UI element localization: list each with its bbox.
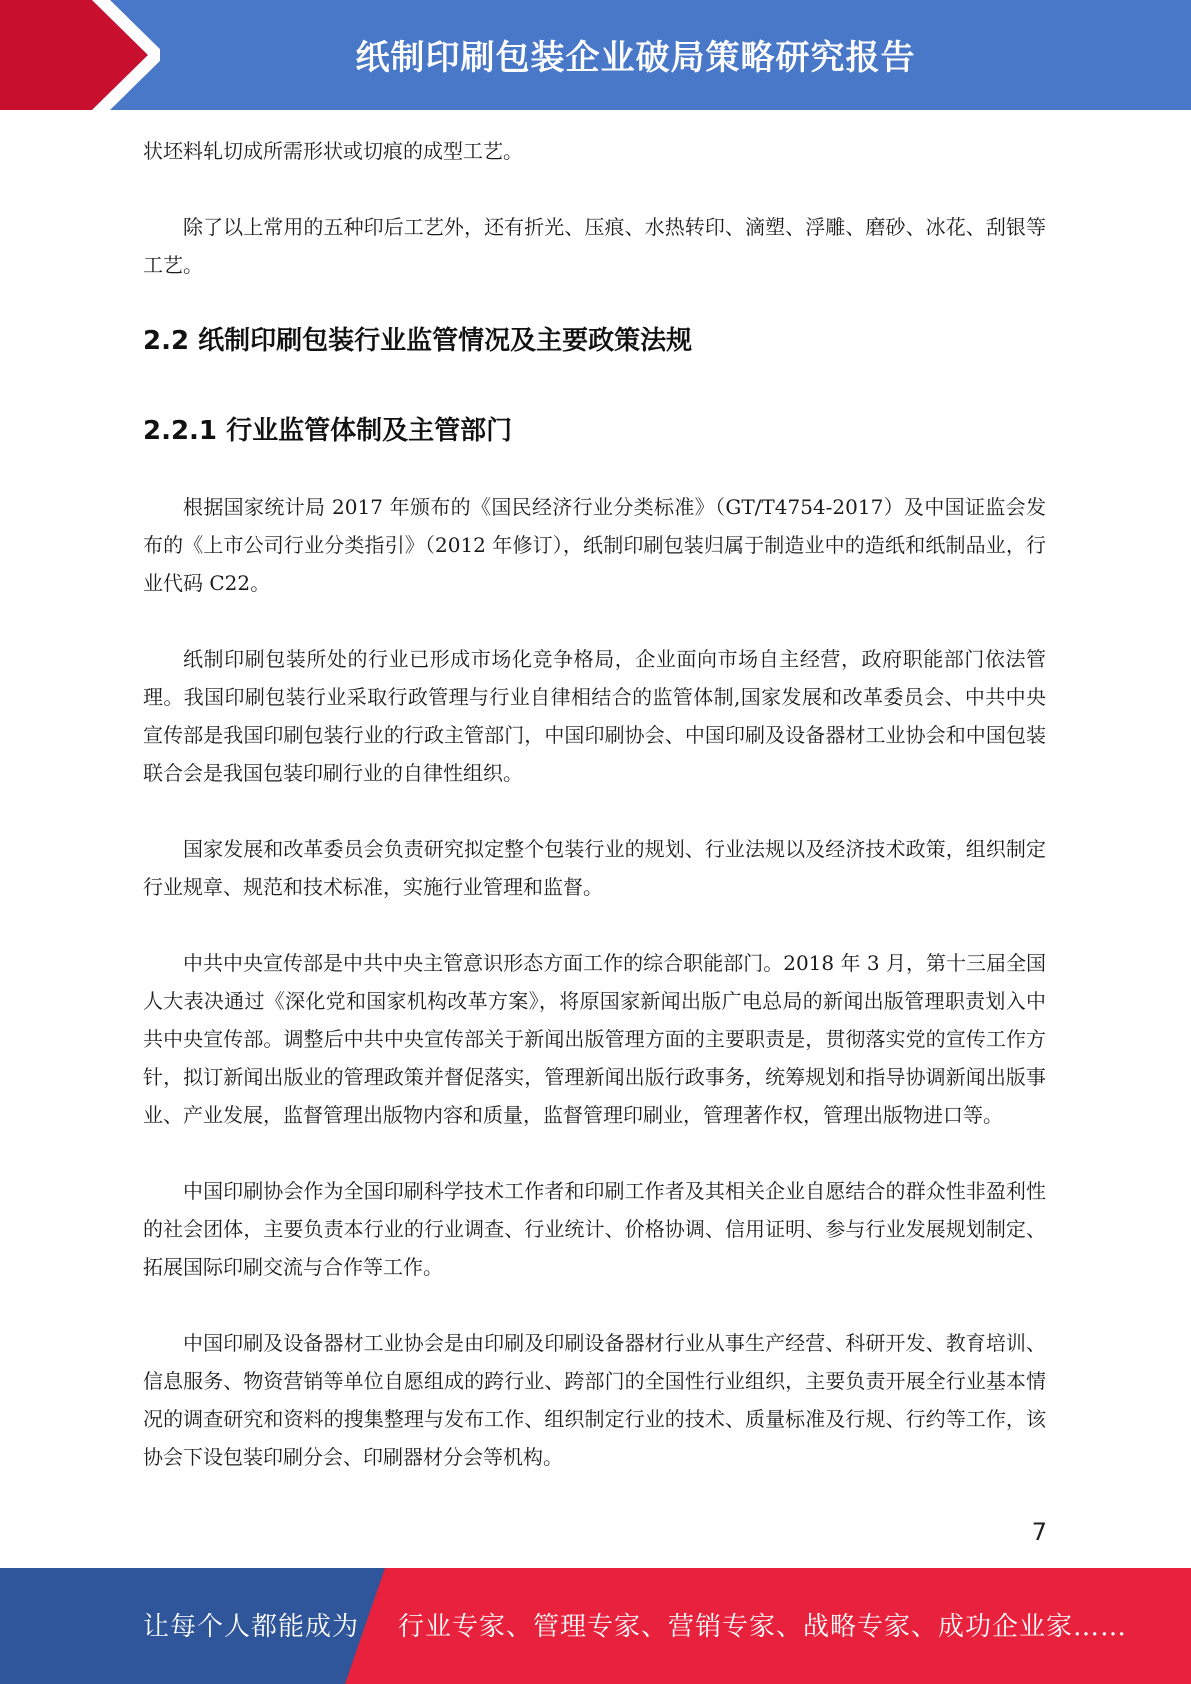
section-heading-2-2: 2.2 纸制印刷包装行业监管情况及主要政策法规: [143, 326, 693, 356]
paragraph-other-processes: 除了以上常用的五种印后工艺外，还有折光、压痕、水热转印、滴塑、浮雕、磨砂、冰花、刮银等工艺。: [143, 215, 1046, 277]
page-header: [0, 0, 1191, 110]
paragraph-propaganda-dept: 中共中央宣传部是中共中央主管意识形态方面工作的综合职能部门。2018 年 3 月，第十三届全国人大表决通过《深化党和国家机构改革方案》，将原国家新闻出版广电总局的新闻出版管理职责划入中共中央宣传部。调整后中共中央宣传部关于新闻出版管理方面的主要职责是，贯彻落实党的宣传工作方针，拟订新闻出版业的管理政策并督促落实，管理新闻出版行政事务，统筹规划和指导协调新闻出版事业、产业发展，监督管理出版物内容和质量，监督管理印刷业，管理著作权，管理出版物进口等。: [143, 951, 1046, 1127]
paragraph-equipment-association: 中国印刷及设备器材工业协会是由印刷及印刷设备器材行业从事生产经营、科研开发、教育培训、信息服务、物资营销等单位自愿组成的跨行业、跨部门的全国性行业组织，主要负责开展全行业基本情况的调查研究和资料的搜集整理与发布工作、组织制定行业的技术、质量标准及行规、行约等工作，该协会下设包装印刷分会、印刷器材分会等机构。: [143, 1331, 1046, 1469]
section-heading-2-2-1: 2.2.1 行业监管体制及主管部门: [143, 416, 513, 446]
paragraph-regulatory-system: 纸制印刷包装所处的行业已形成市场化竞争格局，企业面向市场自主经营，政府职能部门依法管理。我国印刷包装行业采取行政管理与行业自律相结合的监管体制,国家发展和改革委员会、中共中央宣传部是我国印刷包装行业的行政主管部门，中国印刷协会、中国印刷及设备器材工业协会和中国包装联合会是我国包装印刷行业的自律性组织。: [143, 647, 1046, 785]
paragraph-classification: 根据国家统计局 2017 年颁布的《国民经济行业分类标准》（GT/T4754-2017）及中国证监会发布的《上市公司行业分类指引》（2012 年修订），纸制印刷包装归属于制造业中的造纸和纸制品业，行业代码 C22。: [143, 495, 1046, 595]
footer-slogan-right: 行业专家、管理专家、营销专家、战略专家、成功企业家……: [398, 1612, 1128, 1642]
page-footer: [0, 1568, 1191, 1684]
page-number: 7: [1031, 1518, 1047, 1546]
document-body: [143, 132, 1046, 1476]
footer-slogan-left: 让每个人都能成为: [143, 1612, 360, 1642]
paragraph-continuation: 状坯料轧切成所需形状或切痕的成型工艺。: [143, 139, 523, 163]
paragraph-printing-association: 中国印刷协会作为全国印刷科学技术工作者和印刷工作者及其相关企业自愿结合的群众性非盈利性的社会团体，主要负责本行业的行业调查、行业统计、价格协调、信用证明、参与行业发展规划制定、拓展国际印刷交流与合作等工作。: [143, 1179, 1046, 1279]
report-title: 纸制印刷包装企业破局策略研究报告: [355, 38, 916, 78]
paragraph-ndrc: 国家发展和改革委员会负责研究拟定整个包装行业的规划、行业法规以及经济技术政策，组织制定行业规章、规范和技术标准，实施行业管理和监督。: [143, 837, 1046, 899]
